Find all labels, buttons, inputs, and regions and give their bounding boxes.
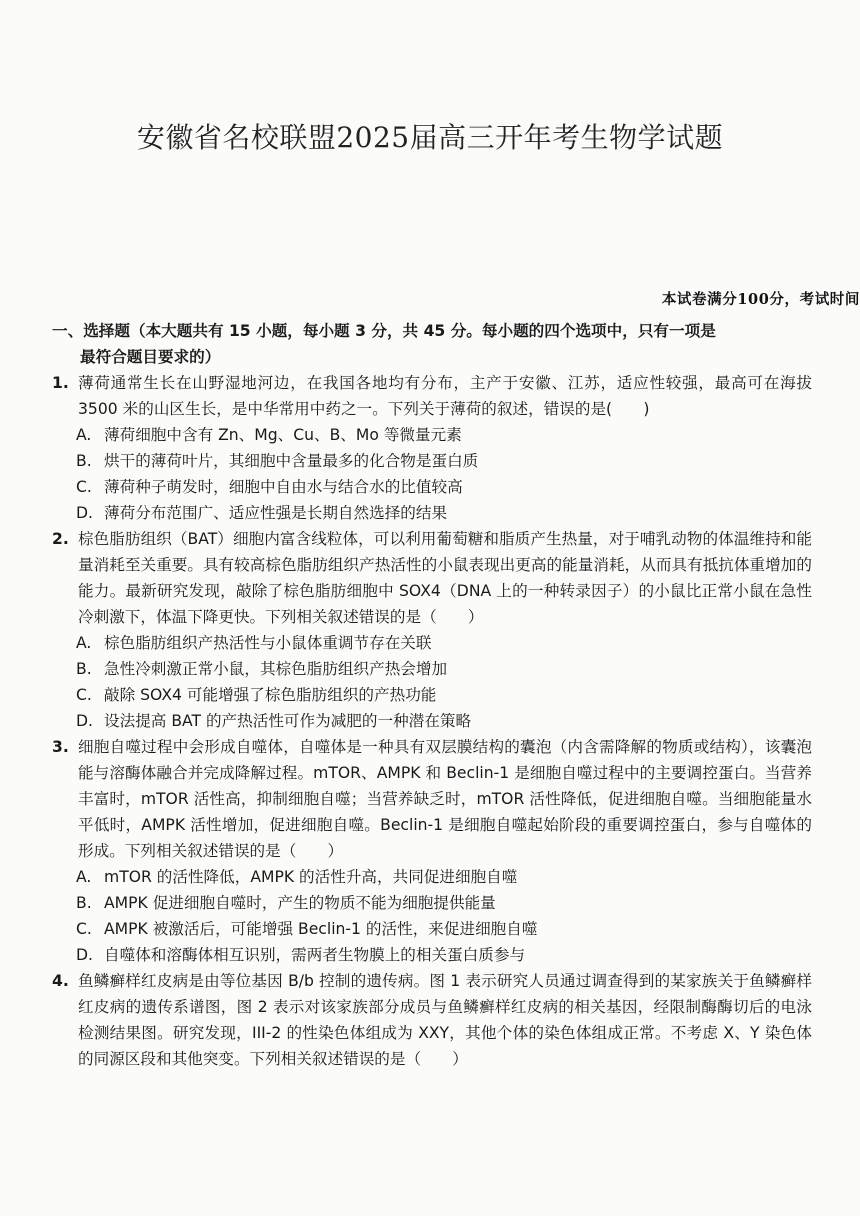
question-stem: 棕色脂肪组织（BAT）细胞内富含线粒体，可以利用葡萄糖和脂质产生热量，对于哺乳动物的体温维持和能量消耗至关重要。具有较高棕色脂肪组织产热活性的小鼠表现出更高的能量消耗，从而具有抵抗体重增加的能力。最新研究发现，敲除了棕色脂肪细胞中 SOX4（DNA 上的一种转录因子）的小鼠比正常小鼠在急性冷刺激下，体温下降更快。下列相关叙述错误的是（ ） bbox=[78, 530, 812, 626]
option-letter: B. bbox=[76, 894, 92, 912]
question-number: 4. bbox=[52, 972, 69, 990]
question-stem: 鱼鳞癣样红皮病是由等位基因 B/b 控制的遗传病。图 1 表示研究人员通过调查得到的某家族关于鱼鳞癣样红皮病的遗传系谱图，图 2 表示对该家族部分成员与鱼鳞癣样红皮病的相关基因，经限制酶酶切后的电泳检测结果图。研究发现，III-2 的性染色体组成为 XXY，其他个体的染色体组成正常。不考虑 X、Y 染色体的同源区段和其他突变。下列相关叙述错误的是（ ） bbox=[78, 972, 812, 1068]
question-4 bbox=[52, 968, 812, 1072]
option-text: 敲除 SOX4 可能增强了棕色脂肪组织的产热功能 bbox=[104, 686, 437, 704]
option-letter: D. bbox=[76, 504, 93, 522]
option-letter: C. bbox=[76, 478, 92, 496]
option-letter: A. bbox=[76, 426, 92, 444]
option-text: 棕色脂肪组织产热活性与小鼠体重调节存在关联 bbox=[104, 634, 432, 652]
question-3-option-d bbox=[52, 942, 812, 968]
option-text: 急性冷刺激正常小鼠，其棕色脂肪组织产热会增加 bbox=[104, 660, 448, 678]
question-number: 3. bbox=[52, 738, 69, 756]
option-text: 薄荷细胞中含有 Zn、Mg、Cu、B、Mo 等微量元素 bbox=[104, 426, 462, 444]
exam-info-line: 本试卷满分100分，考试时间 bbox=[661, 291, 860, 308]
option-letter: D. bbox=[76, 712, 93, 730]
option-letter: D. bbox=[76, 946, 93, 964]
exam-content bbox=[52, 318, 812, 1072]
question-1 bbox=[52, 370, 812, 422]
question-2-option-b bbox=[52, 656, 812, 682]
question-1-option-a bbox=[52, 422, 812, 448]
question-stem: 细胞自噬过程中会形成自噬体，自噬体是一种具有双层膜结构的囊泡（内含需降解的物质或结构），该囊泡能与溶酶体融合并完成降解过程。mTOR、AMPK 和 Beclin-1 是细胞自噬过程中的主要调控蛋白。当营养丰富时，mTOR 活性高，抑制细胞自噬；当营养缺乏时，mTOR 活性降低，促进细胞自噬。当细胞能量水平低时，AMPK 活性增加，促进细胞自噬。Beclin-1 是细胞自噬起始阶段的重要调控蛋白，参与自噬体的形成。下列相关叙述错误的是（ ） bbox=[78, 738, 812, 860]
question-3 bbox=[52, 734, 812, 864]
option-letter: A. bbox=[76, 634, 92, 652]
section-heading-line1: 一、选择题（本大题共有 15 小题，每小题 3 分，共 45 分。每小题的四个选项中，只有一项是 bbox=[52, 322, 716, 340]
question-2 bbox=[52, 526, 812, 630]
question-1-option-b bbox=[52, 448, 812, 474]
question-2-option-a bbox=[52, 630, 812, 656]
question-3-option-a bbox=[52, 864, 812, 890]
option-letter: C. bbox=[76, 920, 92, 938]
option-letter: B. bbox=[76, 452, 92, 470]
section-heading-line2: 最符合题目要求的） bbox=[80, 348, 221, 366]
option-text: 自噬体和溶酶体相互识别，需两者生物膜上的相关蛋白质参与 bbox=[104, 946, 526, 964]
option-letter: B. bbox=[76, 660, 92, 678]
question-number: 2. bbox=[52, 530, 69, 548]
question-3-option-b bbox=[52, 890, 812, 916]
question-stem: 薄荷通常生长在山野湿地河边，在我国各地均有分布，主产于安徽、江苏，适应性较强，最高可在海拔 3500 米的山区生长，是中华常用中药之一。下列关于薄荷的叙述，错误的是( ) bbox=[78, 374, 812, 418]
question-1-option-c bbox=[52, 474, 812, 500]
section-heading bbox=[52, 318, 812, 370]
option-text: 设法提高 BAT 的产热活性可作为减肥的一种潜在策略 bbox=[104, 712, 472, 730]
question-3-option-c bbox=[52, 916, 812, 942]
option-text: AMPK 促进细胞自噬时，产生的物质不能为细胞提供能量 bbox=[104, 894, 496, 912]
document-title: 安徽省名校联盟2025届高三开年考生物学试题 bbox=[136, 121, 724, 154]
option-letter: C. bbox=[76, 686, 92, 704]
option-text: 薄荷分布范围广、适应性强是长期自然选择的结果 bbox=[104, 504, 448, 522]
option-text: 薄荷种子萌发时，细胞中自由水与结合水的比值较高 bbox=[104, 478, 463, 496]
question-2-option-d bbox=[52, 708, 812, 734]
option-text: mTOR 的活性降低，AMPK 的活性升高，共同促进细胞自噬 bbox=[104, 868, 518, 886]
question-number: 1. bbox=[52, 374, 69, 392]
option-text: AMPK 被激活后，可能增强 Beclin-1 的活性，来促进细胞自噬 bbox=[104, 920, 538, 938]
question-2-option-c bbox=[52, 682, 812, 708]
option-text: 烘干的薄荷叶片，其细胞中含量最多的化合物是蛋白质 bbox=[104, 452, 479, 470]
option-letter: A. bbox=[76, 868, 92, 886]
question-1-option-d bbox=[52, 500, 812, 526]
